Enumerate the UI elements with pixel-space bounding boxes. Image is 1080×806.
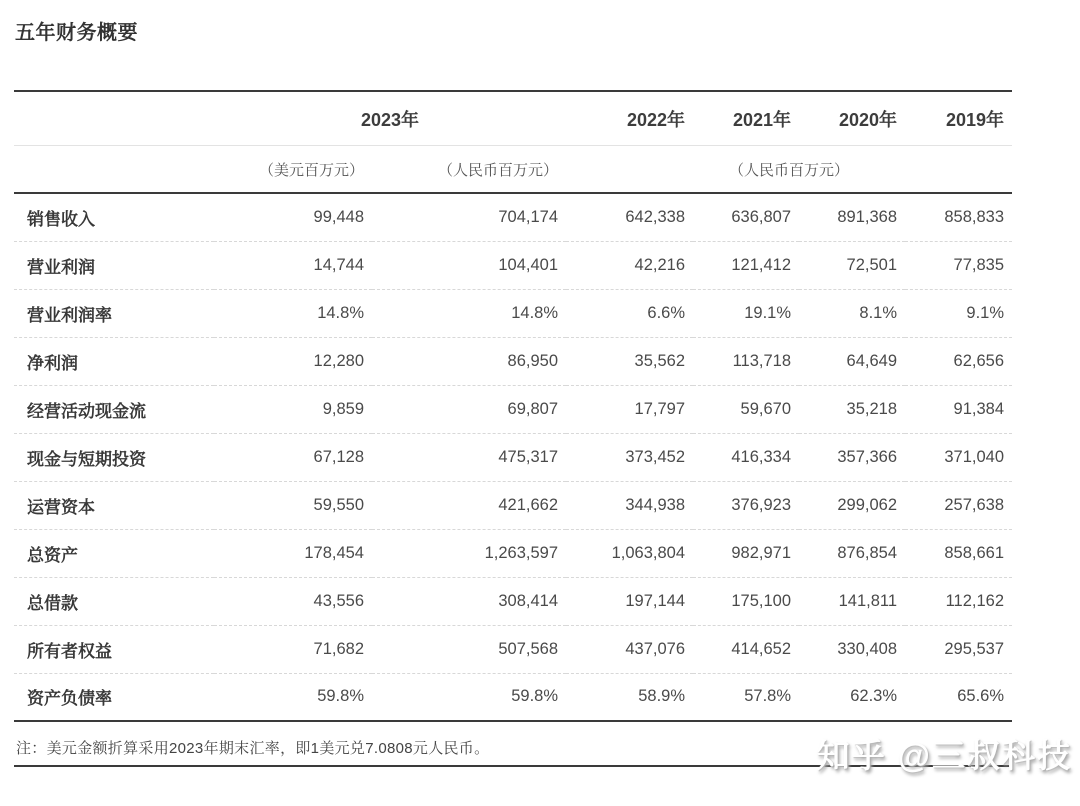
unit-header-rmb-other: （人民币百万元） (566, 146, 1012, 194)
cell-value: 330,408 (837, 639, 898, 658)
row-label: 现金与短期投资 (27, 449, 146, 469)
year-header-row (14, 91, 1012, 146)
year-header-2019: 2019年 (905, 91, 1012, 146)
unit-header-usd: （美元百万元） (214, 146, 372, 194)
cell-value: 414,652 (731, 639, 792, 658)
cell-value: 64,649 (846, 351, 898, 370)
cell-value: 1,263,597 (484, 543, 559, 562)
cell-value: 308,414 (498, 591, 559, 610)
cell-value: 67,128 (313, 447, 364, 466)
cell-value: 35,218 (846, 399, 898, 418)
cell-value: 636,807 (731, 207, 792, 226)
cell-value: 175,100 (731, 591, 792, 610)
cell-value: 178,454 (304, 543, 364, 562)
cell-value: 35,562 (634, 351, 686, 370)
cell-value: 416,334 (731, 447, 792, 466)
cell-value: 421,662 (498, 495, 559, 514)
unit-header-rmb-2023: （人民币百万元） (372, 146, 566, 194)
cell-value: 104,401 (498, 255, 559, 274)
cell-value: 8.1% (859, 303, 898, 322)
cell-value: 59,550 (313, 495, 364, 514)
cell-value: 59,670 (740, 399, 792, 418)
year-header-2021: 2021年 (693, 91, 799, 146)
cell-value: 19.1% (744, 303, 792, 322)
cell-value: 113,718 (732, 351, 792, 370)
row-label: 总资产 (27, 545, 78, 565)
cell-value: 373,452 (625, 447, 686, 466)
cell-value: 344,938 (625, 495, 686, 514)
cell-value: 371,040 (944, 447, 1005, 466)
cell-value: 65.6% (957, 687, 1005, 706)
cell-value: 69,807 (507, 399, 559, 418)
table-row (14, 289, 1012, 337)
cell-value: 58.9% (638, 687, 686, 706)
cell-value: 62,656 (953, 351, 1005, 370)
cell-value: 376,923 (731, 495, 792, 514)
table-row (14, 337, 1012, 385)
cell-value: 891,368 (837, 207, 898, 226)
row-label: 所有者权益 (27, 641, 112, 661)
page-title: 五年财务概要 (15, 22, 138, 44)
cell-value: 62.3% (850, 687, 898, 706)
cell-value: 91,384 (953, 399, 1005, 418)
year-header-2020: 2020年 (799, 91, 905, 146)
cell-value: 43,556 (313, 591, 364, 610)
year-header-2022: 2022年 (566, 91, 693, 146)
row-label: 运营资本 (27, 497, 95, 517)
corner-cell (14, 146, 214, 194)
table-row (14, 625, 1012, 673)
table-row (14, 577, 1012, 625)
cell-value: 112,162 (945, 591, 1005, 610)
cell-value: 295,537 (944, 639, 1005, 658)
table-row (14, 481, 1012, 529)
row-label: 总借款 (27, 593, 78, 613)
financial-summary-table (14, 90, 1012, 722)
cell-value: 507,568 (498, 639, 559, 658)
cell-value: 1,063,804 (611, 543, 686, 562)
cell-value: 72,501 (846, 255, 898, 274)
cell-value: 197,144 (625, 591, 686, 610)
cell-value: 17,797 (634, 399, 686, 418)
cell-value: 59.8% (317, 687, 364, 706)
cell-value: 437,076 (625, 639, 686, 658)
exchange-rate-footnote: 注：美元金额折算采用2023年期末汇率，即1美元兑7.0808元人民币。 (16, 740, 490, 757)
row-label: 销售收入 (27, 209, 95, 229)
row-label: 资产负债率 (27, 689, 112, 709)
cell-value: 6.6% (647, 303, 686, 322)
cell-value: 77,835 (953, 255, 1005, 274)
row-label: 经营活动现金流 (27, 401, 146, 421)
table-body (14, 193, 1012, 721)
cell-value: 14,744 (313, 255, 364, 274)
cell-value: 121,412 (731, 255, 792, 274)
table-row (14, 529, 1012, 577)
cell-value: 57.8% (744, 687, 792, 706)
cell-value: 9.1% (966, 303, 1005, 322)
cell-value: 257,638 (944, 495, 1005, 514)
cell-value: 9,859 (322, 399, 364, 418)
cell-value: 14.8% (511, 303, 559, 322)
table-row (14, 385, 1012, 433)
cell-value: 704,174 (498, 207, 559, 226)
table-row (14, 433, 1012, 481)
row-label: 净利润 (27, 353, 78, 373)
row-label: 营业利润 (27, 257, 95, 277)
cell-value: 59.8% (511, 687, 559, 706)
table-row (14, 673, 1012, 721)
cell-value: 99,448 (313, 207, 364, 226)
table-row (14, 241, 1012, 289)
table-row (14, 193, 1012, 241)
row-label: 营业利润率 (27, 305, 112, 325)
cell-value: 42,216 (634, 255, 686, 274)
unit-header-row (14, 146, 1012, 194)
cell-value: 858,661 (944, 543, 1005, 562)
cell-value: 357,366 (837, 447, 898, 466)
cell-value: 299,062 (837, 495, 898, 514)
zhihu-watermark: 知乎 @三叔科技 (816, 737, 1072, 774)
cell-value: 475,317 (498, 447, 559, 466)
cell-value: 876,854 (837, 543, 898, 562)
cell-value: 14.8% (317, 303, 364, 322)
cell-value: 12,280 (313, 351, 364, 370)
cell-value: 71,682 (313, 639, 364, 658)
cell-value: 141,811 (838, 591, 898, 610)
cell-value: 86,950 (507, 351, 559, 370)
year-header-2023: 2023年 (214, 91, 566, 146)
cell-value: 858,833 (944, 207, 1005, 226)
corner-cell (14, 91, 214, 146)
cell-value: 642,338 (625, 207, 686, 226)
cell-value: 982,971 (731, 543, 792, 562)
